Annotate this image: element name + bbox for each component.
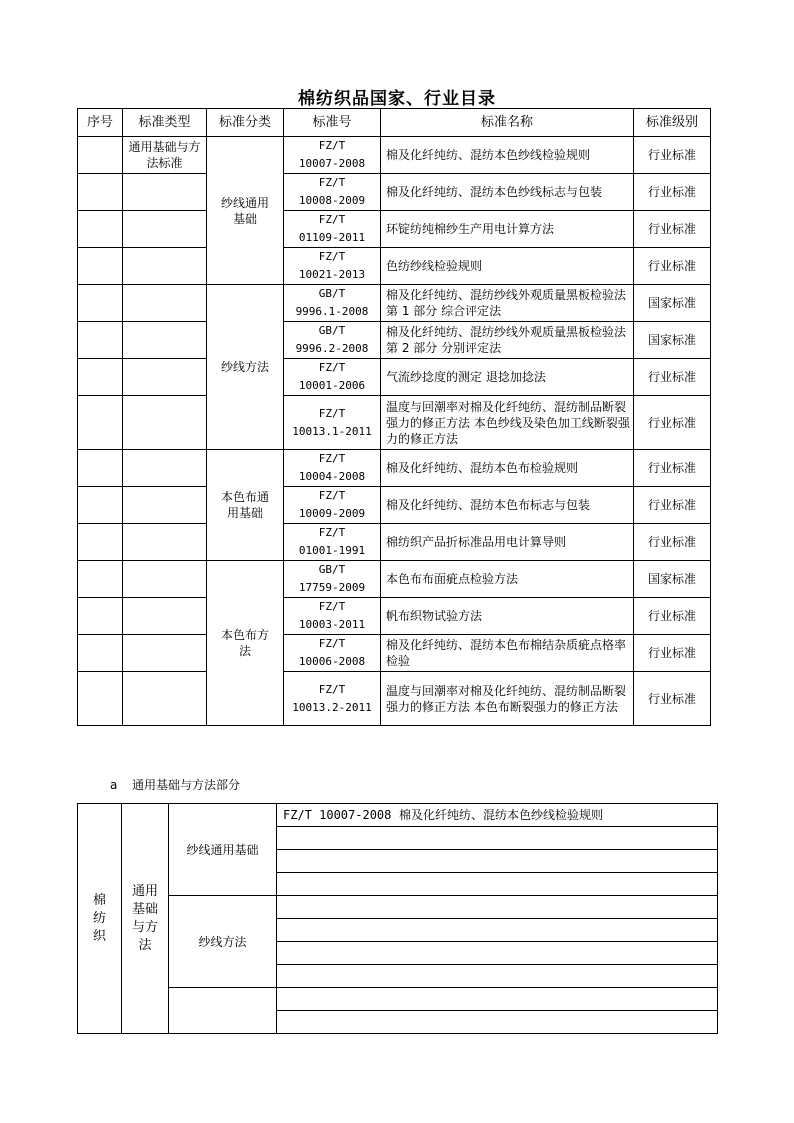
tree-entry — [277, 896, 718, 919]
cell-category: 纱线方法 — [207, 285, 284, 450]
cell-code: FZ/T 01001-1991 — [284, 524, 381, 561]
cell-level: 行业标准 — [634, 174, 711, 211]
cell-level: 行业标准 — [634, 396, 711, 450]
cell-level: 行业标准 — [634, 672, 711, 726]
cell-name: 棉及化纤纯纺、混纺本色纱线检验规则 — [381, 137, 634, 174]
cell-index — [78, 487, 123, 524]
cell-type — [123, 598, 207, 635]
table-row — [78, 359, 711, 396]
cell-index — [78, 635, 123, 672]
table-row — [78, 248, 711, 285]
tree-branch-cell — [122, 804, 169, 1034]
cell-name: 本色布布面疵点检验方法 — [381, 561, 634, 598]
table-row — [78, 174, 711, 211]
cell-name: 帆布织物试验方法 — [381, 598, 634, 635]
table-row — [78, 672, 711, 726]
cell-code: GB/T 9996.2-2008 — [284, 322, 381, 359]
cell-type — [123, 450, 207, 487]
cell-type — [123, 561, 207, 598]
cell-code: FZ/T 01109-2011 — [284, 211, 381, 248]
table-row — [78, 322, 711, 359]
cell-category: 纱线通用基础 — [207, 137, 284, 285]
cell-code: FZ/T 10021-2013 — [284, 248, 381, 285]
cell-name: 气流纱捻度的测定 退捻加捻法 — [381, 359, 634, 396]
cell-type — [123, 672, 207, 726]
tree-root: 棉 纺 织 — [92, 892, 106, 944]
cell-index — [78, 672, 123, 726]
cell-name: 环锭纺纯棉纱生产用电计算方法 — [381, 211, 634, 248]
cell-level: 国家标准 — [634, 561, 711, 598]
cell-code: FZ/T 10013.2-2011 — [284, 672, 381, 726]
cell-name: 棉及化纤纯纺、混纺本色布标志与包装 — [381, 487, 634, 524]
tree-entry — [277, 942, 718, 965]
tree-entry — [277, 965, 718, 988]
cell-type — [123, 211, 207, 248]
classification-tree-table — [77, 803, 718, 1034]
tree-sub-empty — [169, 988, 277, 1034]
cell-type — [123, 322, 207, 359]
table-row — [78, 598, 711, 635]
cell-index — [78, 524, 123, 561]
cell-name: 棉及化纤纯纺、混纺本色布棉结杂质疵点格率检验 — [381, 635, 634, 672]
table-row — [78, 450, 711, 487]
header-category: 标准分类 — [207, 109, 284, 137]
cell-level: 行业标准 — [634, 450, 711, 487]
tree-entry — [277, 850, 718, 873]
tree-sub-yarn-basic: 纱线通用基础 — [169, 804, 277, 896]
table-row — [78, 285, 711, 322]
header-index: 序号 — [78, 109, 123, 137]
cell-level: 行业标准 — [634, 524, 711, 561]
table-row — [78, 487, 711, 524]
tree-entry — [277, 1011, 718, 1034]
table-row — [78, 211, 711, 248]
cell-type — [123, 174, 207, 211]
tree-entry — [277, 988, 718, 1011]
cell-type — [123, 285, 207, 322]
cell-type — [123, 487, 207, 524]
cell-index — [78, 137, 123, 174]
cell-type — [123, 396, 207, 450]
tree-root-cell — [78, 804, 122, 1034]
tree-branch: 通用 基础 与方 法 — [131, 883, 158, 953]
cell-type: 通用基础与方法标准 — [123, 137, 207, 174]
table-row — [78, 561, 711, 598]
header-type: 标准类型 — [123, 109, 207, 137]
cell-type — [123, 524, 207, 561]
cell-index — [78, 450, 123, 487]
cell-type — [123, 248, 207, 285]
cell-index — [78, 322, 123, 359]
entry-code: FZ/T 10007-2008 — [283, 808, 392, 822]
cell-level: 行业标准 — [634, 211, 711, 248]
cell-level: 国家标准 — [634, 322, 711, 359]
cell-name: 棉及化纤纯纺、混纺本色纱线标志与包装 — [381, 174, 634, 211]
cell-code: FZ/T 10008-2009 — [284, 174, 381, 211]
cell-code: FZ/T 10013.1-2011 — [284, 396, 381, 450]
cell-index — [78, 359, 123, 396]
table-row — [78, 137, 711, 174]
page-title: 棉纺织品国家、行业目录 — [298, 89, 496, 109]
cell-level: 行业标准 — [634, 598, 711, 635]
header-name: 标准名称 — [381, 109, 634, 137]
cell-level: 行业标准 — [634, 487, 711, 524]
header-code: 标准号 — [284, 109, 381, 137]
cell-code: FZ/T 10004-2008 — [284, 450, 381, 487]
standards-catalog-table — [77, 108, 711, 726]
section-a-label — [110, 776, 240, 793]
entry-name: 棉及化纤纯纺、混纺本色纱线检验规则 — [399, 808, 604, 822]
cell-name: 棉及化纤纯纺、混纺纱线外观质量黑板检验法 第 2 部分 分别评定法 — [381, 322, 634, 359]
tree-entry — [277, 873, 718, 896]
cell-code: FZ/T 10003-2011 — [284, 598, 381, 635]
header-row — [78, 109, 711, 137]
section-letter: a — [110, 778, 118, 792]
cell-code: FZ/T 10007-2008 — [284, 137, 381, 174]
cell-code: GB/T 9996.1-2008 — [284, 285, 381, 322]
cell-index — [78, 396, 123, 450]
cell-code: GB/T 17759-2009 — [284, 561, 381, 598]
table-row — [78, 635, 711, 672]
header-level: 标准级别 — [634, 109, 711, 137]
cell-name: 棉纺织产品折标准品用电计算导则 — [381, 524, 634, 561]
cell-level: 行业标准 — [634, 248, 711, 285]
cell-index — [78, 211, 123, 248]
cell-index — [78, 174, 123, 211]
cell-level: 行业标准 — [634, 137, 711, 174]
tree-sub-yarn-method: 纱线方法 — [169, 896, 277, 988]
cell-type — [123, 359, 207, 396]
cell-code: FZ/T 10001-2006 — [284, 359, 381, 396]
table-row — [78, 524, 711, 561]
cell-index — [78, 598, 123, 635]
cell-name: 棉及化纤纯纺、混纺纱线外观质量黑板检验法 第 1 部分 综合评定法 — [381, 285, 634, 322]
cell-level: 行业标准 — [634, 635, 711, 672]
cell-name: 棉及化纤纯纺、混纺本色布检验规则 — [381, 450, 634, 487]
cell-level: 国家标准 — [634, 285, 711, 322]
cell-name: 色纺纱线检验规则 — [381, 248, 634, 285]
cell-code: FZ/T 10009-2009 — [284, 487, 381, 524]
cell-code: FZ/T 10006-2008 — [284, 635, 381, 672]
cell-name: 温度与回潮率对棉及化纤纯纺、混纺制品断裂强力的修正方法 本色纱线及染色加工线断裂强力的修正方法 — [381, 396, 634, 450]
cell-category: 本色布通用基础 — [207, 450, 284, 561]
cell-level: 行业标准 — [634, 359, 711, 396]
cell-index — [78, 285, 123, 322]
tree-entry — [277, 919, 718, 942]
cell-category: 本色布方法 — [207, 561, 284, 726]
cell-index — [78, 248, 123, 285]
cell-name: 温度与回潮率对棉及化纤纯纺、混纺制品断裂强力的修正方法 本色布断裂强力的修正方法 — [381, 672, 634, 726]
table-row — [78, 396, 711, 450]
cell-type — [123, 635, 207, 672]
tree-entry — [277, 827, 718, 850]
cell-index — [78, 561, 123, 598]
tree-entry — [277, 804, 718, 827]
section-title: 通用基础与方法部分 — [132, 778, 241, 792]
